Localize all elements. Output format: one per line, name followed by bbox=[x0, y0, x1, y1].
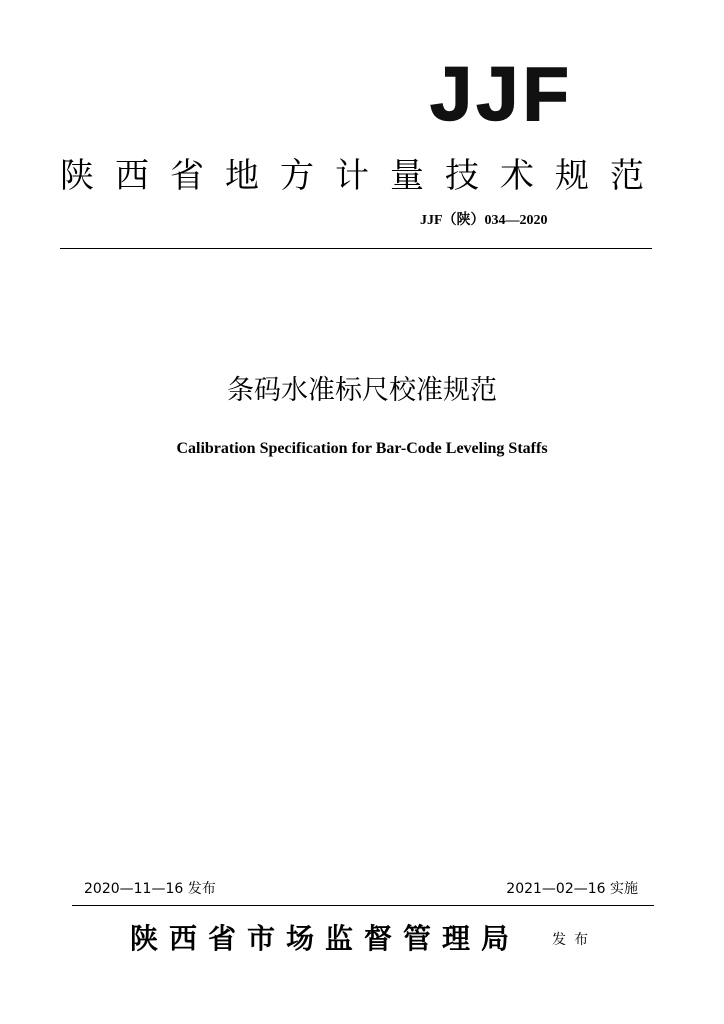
spec-code: JJF（陕）034—2020 bbox=[420, 213, 548, 228]
document-title-en: Calibration Specification for Bar-Code Leveling Staffs bbox=[176, 440, 548, 457]
document-title-cn: 条码水准标尺校准规范 bbox=[227, 375, 497, 406]
footer-divider bbox=[72, 905, 654, 906]
implementation-date: 2021—02—16 实施 bbox=[506, 881, 638, 897]
issuer-name: 陕西省市场监督管理局 bbox=[130, 922, 521, 955]
issuer-suffix: 发布 bbox=[552, 932, 596, 948]
jjf-logo-graphic bbox=[428, 52, 604, 126]
header-divider bbox=[60, 248, 652, 249]
issue-date: 2020—11—16 发布 bbox=[84, 881, 216, 897]
logo-text: JJF bbox=[430, 52, 573, 126]
jjf-logo bbox=[428, 52, 604, 126]
org-title: 陕西省地方计量技术规范 bbox=[60, 156, 665, 196]
